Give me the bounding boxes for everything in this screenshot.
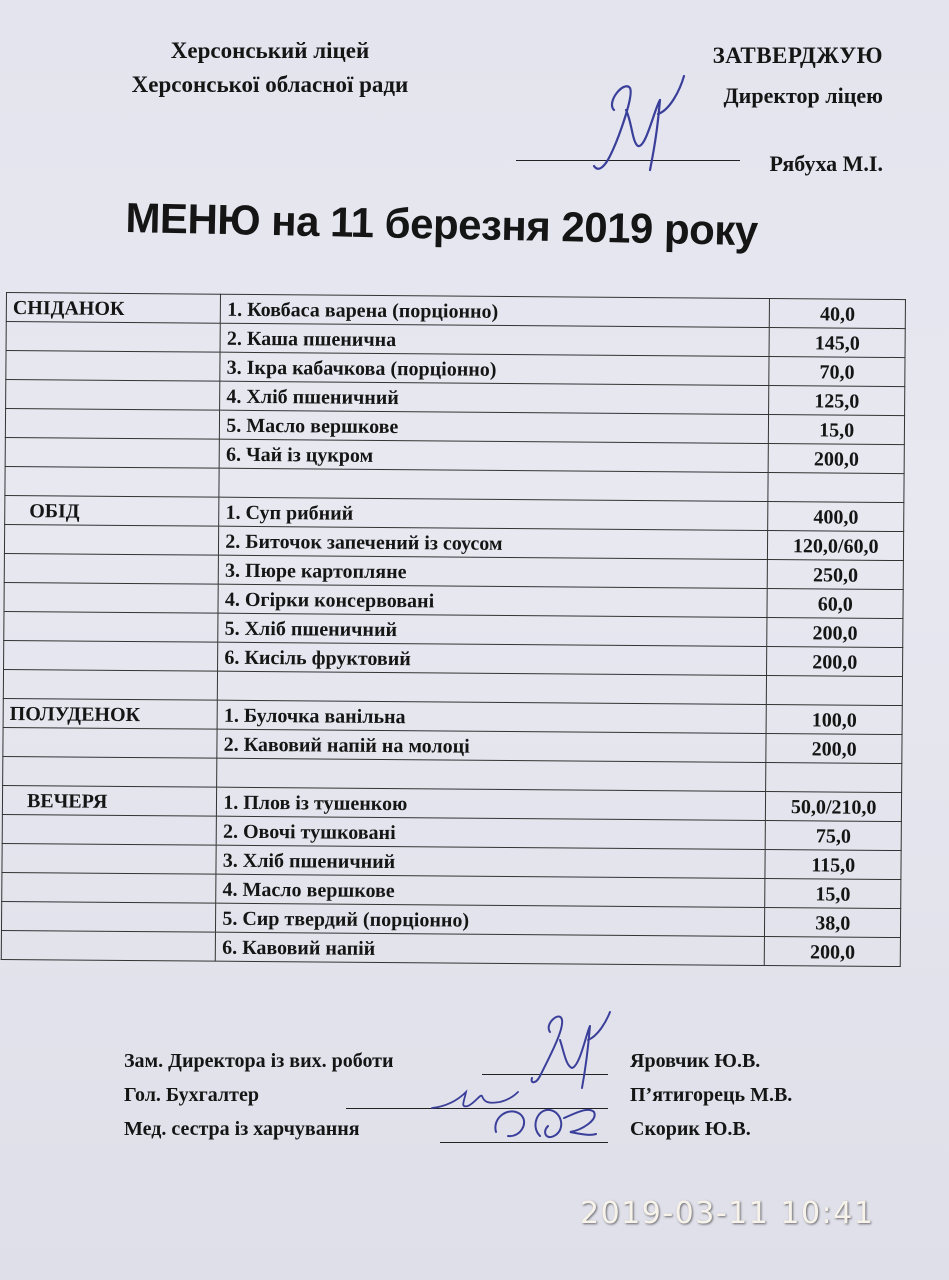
- school-name-line1: Херсонський ліцей: [170, 38, 370, 63]
- meal-cell: [4, 582, 219, 613]
- empty-cell: [766, 762, 902, 792]
- dish-quantity: 200,0: [767, 617, 903, 647]
- meal-name: ПОЛУДЕНОК: [3, 698, 218, 729]
- empty-cell: [218, 671, 767, 704]
- dish-quantity: 125,0: [769, 385, 905, 415]
- meal-cell: [1, 901, 216, 932]
- dish-name: 5. Сир твердий (порціонно): [216, 903, 765, 936]
- dish-name: 4. Хліб пшеничний: [220, 381, 769, 414]
- empty-cell: [3, 669, 218, 700]
- dish-quantity: 400,0: [768, 501, 904, 531]
- dish-quantity: 250,0: [768, 559, 904, 589]
- meal-cell: [2, 843, 217, 874]
- dish-quantity: 200,0: [765, 936, 901, 966]
- signatory-role: Мед. сестра із харчування: [124, 1118, 360, 1140]
- meal-cell: [6, 351, 221, 382]
- meal-name: ВЕЧЕРЯ: [2, 785, 217, 816]
- dish-quantity: 200,0: [768, 443, 904, 473]
- dish-quantity: 100,0: [766, 704, 902, 734]
- signatory-role: Гол. Бухгалтер: [124, 1084, 259, 1106]
- empty-cell: [3, 756, 218, 787]
- meal-cell: [6, 322, 221, 353]
- dish-name: 3. Ікра кабачкова (порціонно): [220, 352, 769, 385]
- dish-quantity: 145,0: [769, 327, 905, 357]
- dish-name: 1. Ковбаса варена (порціонно): [221, 294, 770, 327]
- dish-name: 4. Масло вершкове: [216, 874, 765, 907]
- meal-cell: [4, 553, 219, 584]
- empty-cell: [219, 468, 768, 501]
- dish-quantity: 120,0/60,0: [768, 530, 904, 560]
- dish-name: 2. Кавовий напій на молоці: [217, 729, 766, 762]
- director-signature: [580, 70, 700, 180]
- dish-name: 2. Овочі тушковані: [216, 816, 765, 849]
- nurse-signature: [490, 1092, 600, 1142]
- dish-quantity: 15,0: [765, 878, 901, 908]
- signatory-name: Яровчик Ю.В.: [630, 1050, 761, 1072]
- meal-cell: [5, 437, 220, 468]
- empty-cell: [768, 472, 904, 502]
- meal-cell: [6, 380, 221, 411]
- dish-name: 1. Суп рибний: [219, 497, 768, 530]
- meal-cell: [2, 814, 217, 845]
- dish-quantity: 70,0: [769, 356, 905, 386]
- dish-name: 2. Биточок запечений із соусом: [219, 526, 768, 559]
- dish-name: 6. Чай із цукром: [219, 439, 768, 472]
- dish-quantity: 15,0: [769, 414, 905, 444]
- dish-quantity: 40,0: [770, 298, 906, 328]
- dish-name: 4. Огірки консервовані: [218, 584, 767, 617]
- school-header: [60, 34, 480, 102]
- dish-name: 3. Хліб пшеничний: [216, 845, 765, 878]
- signature-row-nurse: [124, 1118, 844, 1152]
- dish-name: 6. Кисіль фруктовий: [218, 642, 767, 675]
- meal-cell: [4, 640, 219, 671]
- signatory-name: Скорик Ю.В.: [630, 1118, 751, 1140]
- empty-cell: [217, 758, 766, 791]
- empty-cell: [5, 466, 220, 497]
- table-row: [1, 930, 900, 966]
- dish-name: 5. Хліб пшеничний: [218, 613, 767, 646]
- signatory-name: П’ятигорець М.В.: [630, 1084, 793, 1106]
- director-title: Директор ліцею: [723, 83, 883, 108]
- approve-label: ЗАТВЕРДЖУЮ: [712, 43, 883, 68]
- dish-quantity: 60,0: [767, 588, 903, 618]
- dish-name: 3. Пюре картопляне: [218, 555, 767, 588]
- photo-timestamp: 2019-03-11 10:41: [580, 1196, 875, 1231]
- meal-cell: [3, 727, 218, 758]
- dish-name: 6. Кавовий напій: [216, 932, 765, 965]
- meal-cell: [2, 872, 217, 903]
- menu-title: МЕНЮ на 11 березня 2019 року: [125, 194, 759, 255]
- meal-name: ОБІД: [5, 495, 220, 526]
- dish-quantity: 200,0: [767, 646, 903, 676]
- signature-row-deputy: [124, 1050, 844, 1084]
- dish-quantity: 75,0: [766, 820, 902, 850]
- school-name-line2: Херсонської обласної ради: [131, 72, 409, 97]
- empty-cell: [767, 675, 903, 705]
- dish-quantity: 200,0: [766, 733, 902, 763]
- meal-name: СНІДАНОК: [6, 293, 221, 324]
- meal-cell: [4, 524, 219, 555]
- meal-cell: [5, 409, 220, 440]
- dish-name: 2. Каша пшенична: [220, 323, 769, 356]
- dish-name: 1. Плов із тушенкою: [217, 787, 766, 820]
- signature-line: [440, 1142, 608, 1143]
- director-name: Рябуха М.І.: [769, 151, 883, 176]
- signatory-role: Зам. Директора із вих. роботи: [124, 1050, 394, 1072]
- menu-table: [1, 292, 906, 967]
- meal-cell: [4, 611, 219, 642]
- dish-quantity: 115,0: [765, 849, 901, 879]
- dish-name: 5. Масло вершкове: [220, 410, 769, 443]
- dish-name: 1. Булочка ванільна: [217, 700, 766, 733]
- dish-quantity: 50,0/210,0: [766, 791, 902, 821]
- dish-quantity: 38,0: [765, 907, 901, 937]
- deputy-signature: [520, 1010, 620, 1090]
- meal-cell: [1, 930, 216, 961]
